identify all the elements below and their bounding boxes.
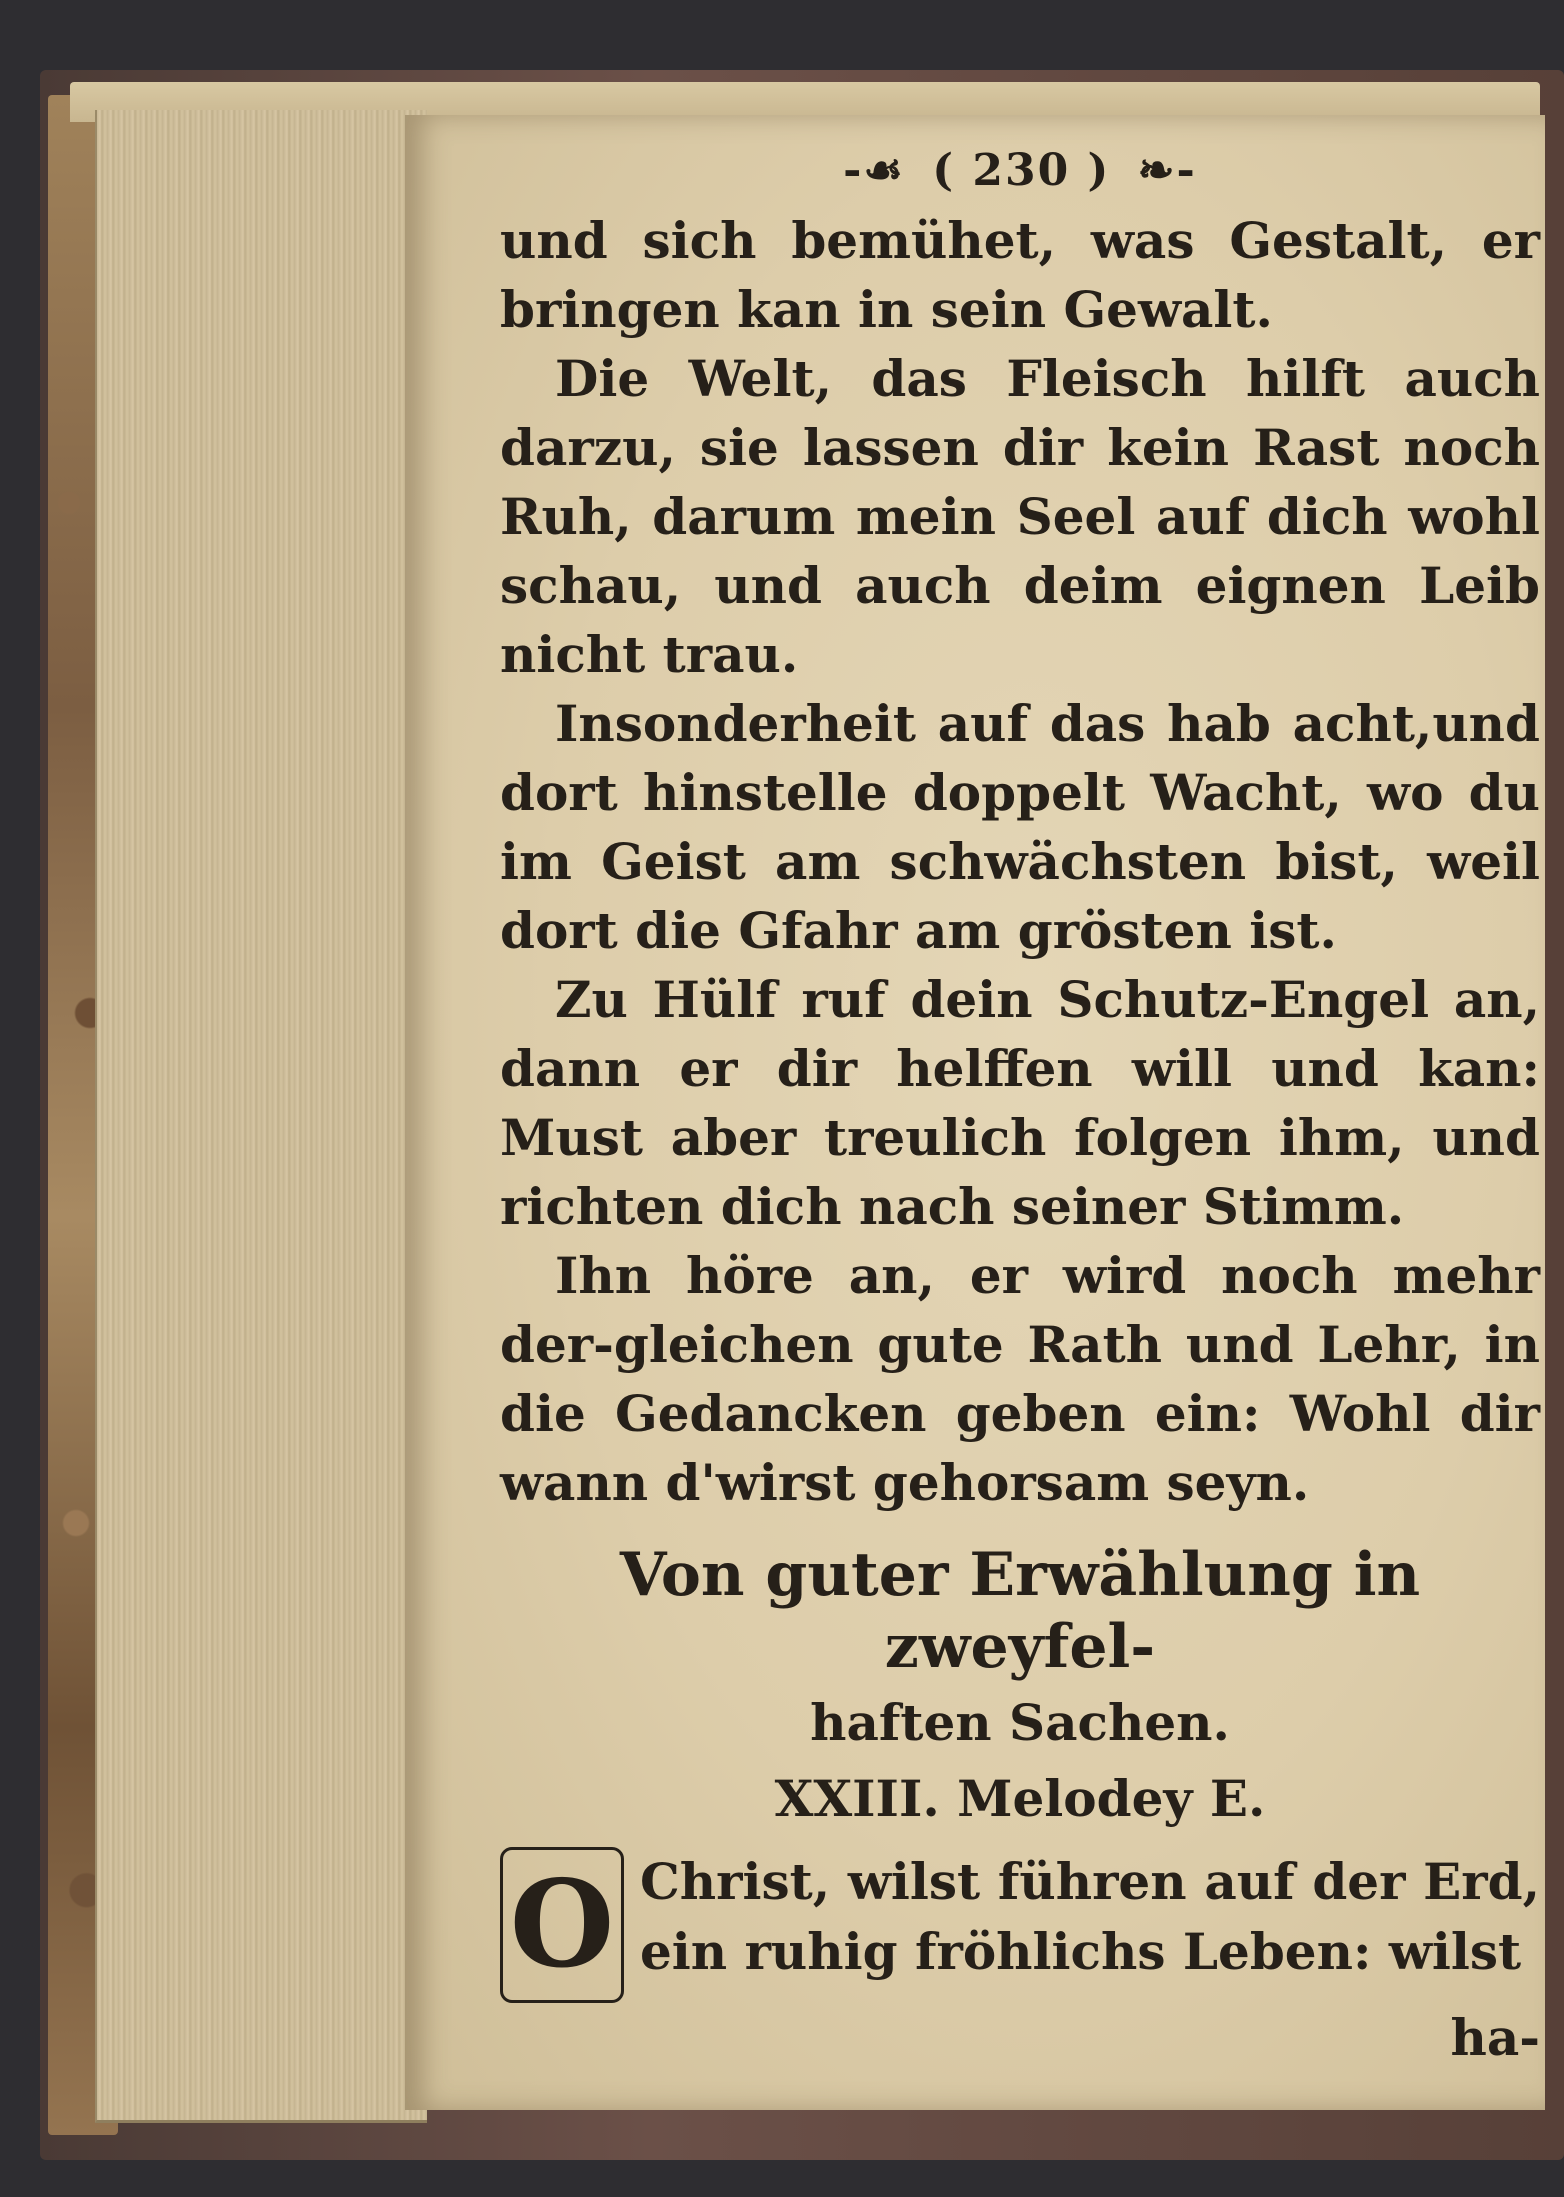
melody-line: XXIII. Melodey E.: [774, 1769, 1266, 1828]
page-header: [500, 145, 1540, 196]
page-text: [500, 145, 1540, 2073]
paragraph-2: Die Welt, das Fleisch hilft auch darzu, sie lassen dir kein Rast noch Ruh, darum mein Seel auf dich wohl schau, und auch deim eignen Leib nicht trau.: [500, 349, 1540, 684]
paragraph-4: Zu Hülf ruf dein Schutz-Engel an, dann er dir helffen will und kan: Must aber treulich folgen ihm, und richten dich nach seiner Stimm.: [500, 970, 1540, 1236]
ornament-left: -☙: [843, 145, 905, 196]
dropcap: O: [500, 1847, 624, 2003]
catchword: ha-: [1450, 2008, 1540, 2067]
paragraph-1: und sich bemühet, was Gestalt, er bringen kan in sein Gewalt.: [500, 211, 1540, 339]
verse-text: Christ, wilst führen auf der Erd, ein ruhig fröhlichs Leben: wilst: [640, 1852, 1540, 1981]
section-title: Von guter Erwählung in zweyfel-: [619, 1540, 1421, 1682]
paragraph-3: Insonderheit auf das hab acht,und dort hinstelle doppelt Wacht, wo du im Geist am schwächsten bist, weil dort die Gfahr am grösten ist.: [500, 694, 1540, 960]
book-page: [405, 115, 1545, 2110]
verse: [500, 1847, 1540, 2073]
page-number: ( 230 ): [932, 145, 1111, 196]
section-title-cont: haften Sachen.: [810, 1693, 1230, 1752]
page-stack: [95, 110, 427, 2123]
ornament-right: ❧-: [1137, 145, 1197, 196]
paragraph-5: Ihn höre an, er wird noch mehr der-gleichen gute Rath und Lehr, in die Gedancken geben ein: Wohl dir wann d'wirst gehorsam seyn.: [500, 1246, 1540, 1512]
